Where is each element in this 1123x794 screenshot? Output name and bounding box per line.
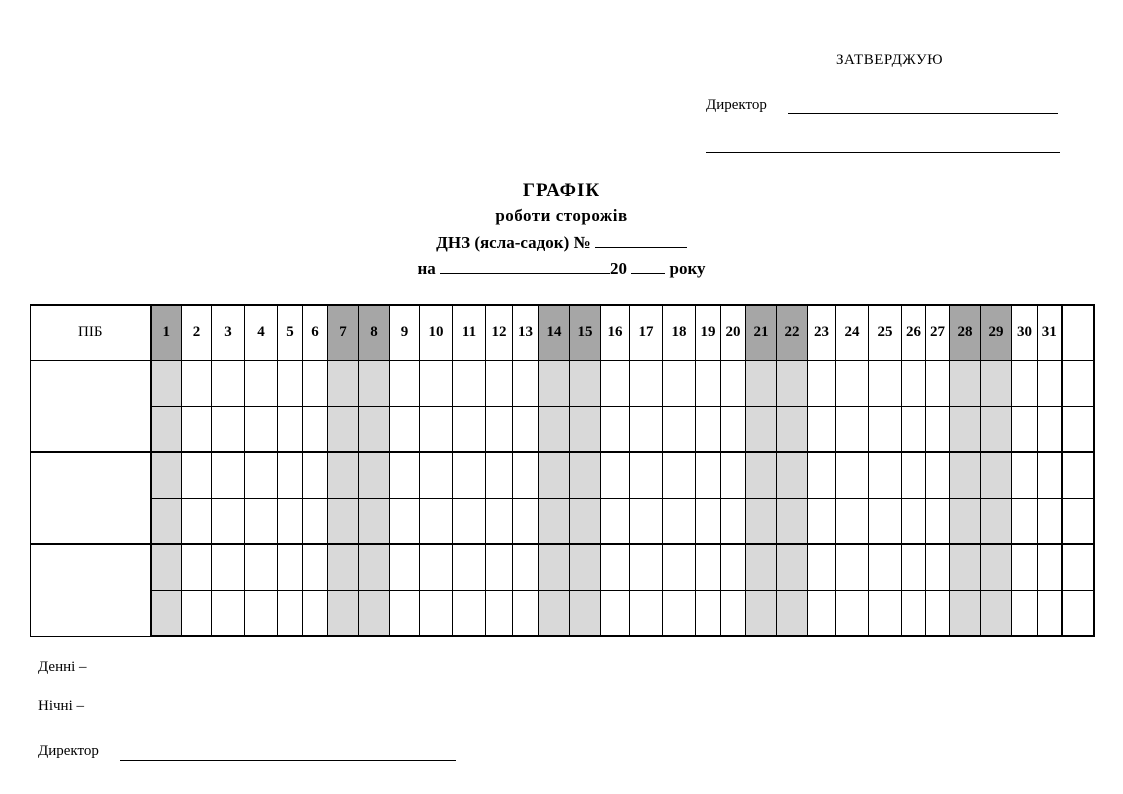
day-shift-legend: Денні –: [38, 659, 87, 675]
day-header-9: 9: [390, 305, 420, 360]
schedule-cell-day-22[interactable]: [777, 544, 808, 590]
schedule-cell-day-4[interactable]: [245, 544, 278, 590]
schedule-cell-day-12[interactable]: [486, 590, 513, 636]
day-header-20: 20: [721, 305, 746, 360]
schedule-cell-day-1[interactable]: [151, 406, 182, 452]
day-header-19: 19: [696, 305, 721, 360]
schedule-cell-day-17[interactable]: [630, 452, 663, 498]
schedule-cell-day-6[interactable]: [303, 452, 328, 498]
schedule-cell-extra[interactable]: [1062, 452, 1094, 498]
schedule-cell-day-2[interactable]: [182, 590, 212, 636]
table-row: [31, 544, 1094, 590]
schedule-cell-day-8[interactable]: [359, 590, 390, 636]
table-row: [31, 406, 1094, 452]
schedule-cell-day-7[interactable]: [328, 406, 359, 452]
schedule-cell-day-1[interactable]: [151, 498, 182, 544]
employee-name-cell[interactable]: [31, 452, 151, 544]
extra-column-header: [1062, 305, 1094, 360]
day-header-13: 13: [513, 305, 539, 360]
schedule-cell-day-7[interactable]: [328, 590, 359, 636]
schedule-cell-day-30[interactable]: [1012, 452, 1038, 498]
schedule-cell-day-9[interactable]: [390, 406, 420, 452]
schedule-cell-day-29[interactable]: [981, 590, 1012, 636]
schedule-cell-day-18[interactable]: [663, 406, 696, 452]
schedule-cell-day-16[interactable]: [601, 590, 630, 636]
day-header-27: 27: [926, 305, 950, 360]
schedule-cell-day-27[interactable]: [926, 498, 950, 544]
period-prefix: на: [417, 259, 436, 278]
employee-name-cell[interactable]: [31, 360, 151, 452]
schedule-cell-day-30[interactable]: [1012, 544, 1038, 590]
day-header-4: 4: [245, 305, 278, 360]
schedule-cell-day-10[interactable]: [420, 360, 453, 406]
schedule-cell-day-4[interactable]: [245, 452, 278, 498]
schedule-cell-day-4[interactable]: [245, 406, 278, 452]
schedule-cell-day-26[interactable]: [902, 544, 926, 590]
schedule-cell-day-24[interactable]: [836, 360, 869, 406]
schedule-cell-day-18[interactable]: [663, 452, 696, 498]
schedule-cell-day-30[interactable]: [1012, 360, 1038, 406]
table-header-row: [31, 305, 1094, 360]
schedule-cell-day-20[interactable]: [721, 406, 746, 452]
day-header-28: 28: [950, 305, 981, 360]
schedule-cell-day-5[interactable]: [278, 590, 303, 636]
schedule-cell-day-21[interactable]: [746, 544, 777, 590]
footer-director-label: Директор: [38, 743, 99, 759]
day-header-26: 26: [902, 305, 926, 360]
day-header-10: 10: [420, 305, 453, 360]
schedule-cell-day-30[interactable]: [1012, 590, 1038, 636]
schedule-cell-day-12[interactable]: [486, 544, 513, 590]
schedule-cell-day-2[interactable]: [182, 544, 212, 590]
schedule-cell-day-16[interactable]: [601, 498, 630, 544]
schedule-cell-day-18[interactable]: [663, 360, 696, 406]
schedule-cell-day-15[interactable]: [570, 590, 601, 636]
day-header-6: 6: [303, 305, 328, 360]
schedule-cell-day-31[interactable]: [1038, 590, 1062, 636]
schedule-cell-day-9[interactable]: [390, 544, 420, 590]
schedule-cell-day-4[interactable]: [245, 360, 278, 406]
schedule-cell-day-14[interactable]: [539, 406, 570, 452]
schedule-cell-day-13[interactable]: [513, 498, 539, 544]
document-subtitle: роботи сторожів: [495, 206, 628, 225]
schedule-cell-day-2[interactable]: [182, 360, 212, 406]
schedule-cell-day-19[interactable]: [696, 360, 721, 406]
schedule-cell-day-10[interactable]: [420, 452, 453, 498]
schedule-cell-day-15[interactable]: [570, 406, 601, 452]
schedule-cell-day-11[interactable]: [453, 406, 486, 452]
schedule-cell-day-29[interactable]: [981, 452, 1012, 498]
schedule-cell-day-9[interactable]: [390, 452, 420, 498]
schedule-cell-day-6[interactable]: [303, 544, 328, 590]
schedule-cell-day-17[interactable]: [630, 360, 663, 406]
schedule-cell-day-19[interactable]: [696, 544, 721, 590]
schedule-cell-day-9[interactable]: [390, 590, 420, 636]
schedule-cell-day-28[interactable]: [950, 498, 981, 544]
schedule-cell-day-13[interactable]: [513, 452, 539, 498]
schedule-cell-day-11[interactable]: [453, 590, 486, 636]
schedule-cell-day-28[interactable]: [950, 452, 981, 498]
schedule-cell-day-4[interactable]: [245, 590, 278, 636]
schedule-cell-day-6[interactable]: [303, 590, 328, 636]
schedule-cell-day-5[interactable]: [278, 406, 303, 452]
schedule-cell-day-24[interactable]: [836, 406, 869, 452]
schedule-cell-day-25[interactable]: [869, 406, 902, 452]
schedule-cell-day-16[interactable]: [601, 452, 630, 498]
table-row: [31, 360, 1094, 406]
schedule-cell-day-12[interactable]: [486, 406, 513, 452]
schedule-cell-day-10[interactable]: [420, 498, 453, 544]
schedule-cell-day-3[interactable]: [212, 544, 245, 590]
schedule-cell-day-20[interactable]: [721, 590, 746, 636]
day-header-14: 14: [539, 305, 570, 360]
schedule-cell-day-31[interactable]: [1038, 360, 1062, 406]
schedule-cell-day-19[interactable]: [696, 452, 721, 498]
schedule-cell-day-26[interactable]: [902, 406, 926, 452]
day-header-24: 24: [836, 305, 869, 360]
schedule-cell-day-23[interactable]: [808, 544, 836, 590]
schedule-cell-day-31[interactable]: [1038, 498, 1062, 544]
schedule-cell-day-10[interactable]: [420, 544, 453, 590]
schedule-cell-day-23[interactable]: [808, 406, 836, 452]
schedule-cell-day-15[interactable]: [570, 498, 601, 544]
schedule-cell-day-21[interactable]: [746, 498, 777, 544]
schedule-cell-day-22[interactable]: [777, 498, 808, 544]
day-header-15: 15: [570, 305, 601, 360]
schedule-cell-day-27[interactable]: [926, 590, 950, 636]
day-header-1: 1: [151, 305, 182, 360]
schedule-cell-day-15[interactable]: [570, 360, 601, 406]
day-header-3: 3: [212, 305, 245, 360]
schedule-cell-day-6[interactable]: [303, 498, 328, 544]
schedule-cell-extra[interactable]: [1062, 590, 1094, 636]
schedule-cell-day-24[interactable]: [836, 590, 869, 636]
schedule-cell-day-8[interactable]: [359, 406, 390, 452]
day-header-23: 23: [808, 305, 836, 360]
schedule-cell-day-25[interactable]: [869, 590, 902, 636]
schedule-cell-day-2[interactable]: [182, 452, 212, 498]
schedule-cell-day-23[interactable]: [808, 590, 836, 636]
schedule-cell-day-1[interactable]: [151, 452, 182, 498]
schedule-cell-day-28[interactable]: [950, 360, 981, 406]
schedule-cell-day-24[interactable]: [836, 452, 869, 498]
schedule-cell-day-28[interactable]: [950, 544, 981, 590]
schedule-cell-day-26[interactable]: [902, 498, 926, 544]
day-header-16: 16: [601, 305, 630, 360]
approval-director-label: Директор: [706, 97, 767, 113]
schedule-cell-day-3[interactable]: [212, 498, 245, 544]
day-header-2: 2: [182, 305, 212, 360]
schedule-cell-day-23[interactable]: [808, 360, 836, 406]
schedule-cell-day-29[interactable]: [981, 544, 1012, 590]
schedule-cell-day-12[interactable]: [486, 498, 513, 544]
schedule-cell-day-16[interactable]: [601, 406, 630, 452]
schedule-cell-day-25[interactable]: [869, 360, 902, 406]
schedule-cell-extra[interactable]: [1062, 498, 1094, 544]
schedule-cell-day-1[interactable]: [151, 590, 182, 636]
table-row: [31, 498, 1094, 544]
schedule-cell-day-1[interactable]: [151, 360, 182, 406]
schedule-cell-day-19[interactable]: [696, 590, 721, 636]
schedule-cell-day-20[interactable]: [721, 360, 746, 406]
schedule-cell-day-3[interactable]: [212, 452, 245, 498]
schedule-cell-day-28[interactable]: [950, 590, 981, 636]
schedule-cell-day-6[interactable]: [303, 406, 328, 452]
schedule-cell-day-25[interactable]: [869, 498, 902, 544]
name-column-header: ПІБ: [31, 305, 151, 360]
period-suffix: року: [669, 259, 706, 278]
day-header-17: 17: [630, 305, 663, 360]
day-header-30: 30: [1012, 305, 1038, 360]
schedule-cell-extra[interactable]: [1062, 544, 1094, 590]
schedule-cell-day-29[interactable]: [981, 498, 1012, 544]
schedule-cell-day-5[interactable]: [278, 452, 303, 498]
schedule-cell-day-14[interactable]: [539, 360, 570, 406]
schedule-cell-day-12[interactable]: [486, 452, 513, 498]
day-header-11: 11: [453, 305, 486, 360]
schedule-cell-day-27[interactable]: [926, 544, 950, 590]
schedule-cell-day-14[interactable]: [539, 498, 570, 544]
period-month-blank[interactable]: [440, 257, 610, 274]
document-title: ГРАФІК: [522, 180, 601, 201]
schedule-cell-day-18[interactable]: [663, 544, 696, 590]
schedule-cell-day-22[interactable]: [777, 360, 808, 406]
schedule-cell-day-8[interactable]: [359, 498, 390, 544]
day-header-8: 8: [359, 305, 390, 360]
schedule-cell-day-8[interactable]: [359, 452, 390, 498]
day-header-25: 25: [869, 305, 902, 360]
schedule-cell-day-21[interactable]: [746, 360, 777, 406]
schedule-cell-day-7[interactable]: [328, 544, 359, 590]
schedule-cell-day-17[interactable]: [630, 498, 663, 544]
period-year-prefix: 20: [610, 259, 628, 278]
schedule-cell-day-29[interactable]: [981, 360, 1012, 406]
schedule-cell-day-19[interactable]: [696, 406, 721, 452]
day-header-22: 22: [777, 305, 808, 360]
schedule-cell-day-14[interactable]: [539, 544, 570, 590]
day-header-7: 7: [328, 305, 359, 360]
schedule-cell-day-17[interactable]: [630, 544, 663, 590]
schedule-cell-day-15[interactable]: [570, 544, 601, 590]
footer-director-signature-line[interactable]: [120, 760, 456, 761]
schedule-cell-day-27[interactable]: [926, 452, 950, 498]
schedule-cell-extra[interactable]: [1062, 406, 1094, 452]
schedule-cell-day-15[interactable]: [570, 452, 601, 498]
schedule-cell-day-7[interactable]: [328, 452, 359, 498]
schedule-cell-day-8[interactable]: [359, 360, 390, 406]
schedule-cell-day-12[interactable]: [486, 360, 513, 406]
day-header-21: 21: [746, 305, 777, 360]
schedule-cell-day-10[interactable]: [420, 590, 453, 636]
schedule-cell-day-2[interactable]: [182, 406, 212, 452]
schedule-cell-day-26[interactable]: [902, 452, 926, 498]
schedule-cell-day-3[interactable]: [212, 360, 245, 406]
schedule-cell-day-28[interactable]: [950, 406, 981, 452]
employee-name-cell[interactable]: [31, 544, 151, 636]
schedule-cell-day-5[interactable]: [278, 360, 303, 406]
schedule-cell-day-26[interactable]: [902, 590, 926, 636]
schedule-cell-day-18[interactable]: [663, 498, 696, 544]
schedule-cell-day-25[interactable]: [869, 452, 902, 498]
schedule-cell-day-9[interactable]: [390, 498, 420, 544]
day-header-18: 18: [663, 305, 696, 360]
night-shift-legend: Нічні –: [38, 698, 84, 714]
day-header-31: 31: [1038, 305, 1062, 360]
schedule-cell-day-13[interactable]: [513, 590, 539, 636]
schedule-cell-day-8[interactable]: [359, 544, 390, 590]
schedule-cell-day-6[interactable]: [303, 360, 328, 406]
schedule-cell-day-30[interactable]: [1012, 498, 1038, 544]
schedule-cell-day-21[interactable]: [746, 406, 777, 452]
schedule-cell-day-14[interactable]: [539, 452, 570, 498]
schedule-cell-day-22[interactable]: [777, 590, 808, 636]
day-header-12: 12: [486, 305, 513, 360]
approval-label: ЗАТВЕРДЖУЮ: [836, 52, 944, 68]
schedule-cell-day-26[interactable]: [902, 360, 926, 406]
schedule-cell-day-17[interactable]: [630, 590, 663, 636]
schedule-cell-day-20[interactable]: [721, 452, 746, 498]
schedule-cell-day-21[interactable]: [746, 590, 777, 636]
schedule-cell-day-19[interactable]: [696, 498, 721, 544]
schedule-cell-day-23[interactable]: [808, 498, 836, 544]
document-org-line: [0, 231, 1123, 253]
schedule-cell-day-2[interactable]: [182, 498, 212, 544]
schedule-cell-day-25[interactable]: [869, 544, 902, 590]
document-period-line: [0, 257, 1123, 279]
schedule-cell-day-30[interactable]: [1012, 406, 1038, 452]
schedule-cell-day-17[interactable]: [630, 406, 663, 452]
schedule-cell-day-5[interactable]: [278, 544, 303, 590]
approval-director-signature-line[interactable]: [788, 113, 1058, 114]
schedule-cell-day-29[interactable]: [981, 406, 1012, 452]
schedule-cell-day-20[interactable]: [721, 498, 746, 544]
schedule-cell-day-18[interactable]: [663, 590, 696, 636]
schedule-cell-day-23[interactable]: [808, 452, 836, 498]
schedule-cell-day-11[interactable]: [453, 452, 486, 498]
schedule-cell-day-7[interactable]: [328, 360, 359, 406]
schedule-cell-day-24[interactable]: [836, 544, 869, 590]
day-header-29: 29: [981, 305, 1012, 360]
schedule-cell-day-5[interactable]: [278, 498, 303, 544]
period-year-blank[interactable]: [631, 257, 665, 274]
day-header-5: 5: [278, 305, 303, 360]
schedule-cell-day-16[interactable]: [601, 544, 630, 590]
schedule-cell-day-11[interactable]: [453, 498, 486, 544]
schedule-cell-day-31[interactable]: [1038, 544, 1062, 590]
schedule-cell-day-20[interactable]: [721, 544, 746, 590]
schedule-cell-day-10[interactable]: [420, 406, 453, 452]
schedule-cell-day-22[interactable]: [777, 452, 808, 498]
schedule-cell-day-1[interactable]: [151, 544, 182, 590]
schedule-cell-day-24[interactable]: [836, 498, 869, 544]
schedule-cell-day-11[interactable]: [453, 360, 486, 406]
schedule-cell-day-3[interactable]: [212, 406, 245, 452]
table-row: [31, 590, 1094, 636]
schedule-cell-day-13[interactable]: [513, 406, 539, 452]
schedule-table: [30, 304, 1095, 637]
schedule-cell-day-22[interactable]: [777, 406, 808, 452]
schedule-cell-day-13[interactable]: [513, 360, 539, 406]
schedule-cell-day-31[interactable]: [1038, 406, 1062, 452]
schedule-cell-day-31[interactable]: [1038, 452, 1062, 498]
schedule-cell-day-13[interactable]: [513, 544, 539, 590]
schedule-cell-day-3[interactable]: [212, 590, 245, 636]
schedule-cell-day-11[interactable]: [453, 544, 486, 590]
schedule-cell-day-16[interactable]: [601, 360, 630, 406]
schedule-cell-day-21[interactable]: [746, 452, 777, 498]
schedule-cell-day-27[interactable]: [926, 406, 950, 452]
org-number-blank[interactable]: [595, 231, 687, 248]
schedule-cell-extra[interactable]: [1062, 360, 1094, 406]
table-row: [31, 452, 1094, 498]
org-prefix: ДНЗ (ясла-садок) №: [436, 233, 591, 252]
schedule-cell-day-4[interactable]: [245, 498, 278, 544]
schedule-cell-day-27[interactable]: [926, 360, 950, 406]
schedule-cell-day-14[interactable]: [539, 590, 570, 636]
schedule-cell-day-7[interactable]: [328, 498, 359, 544]
approval-director-name-line[interactable]: [706, 152, 1060, 153]
schedule-cell-day-9[interactable]: [390, 360, 420, 406]
